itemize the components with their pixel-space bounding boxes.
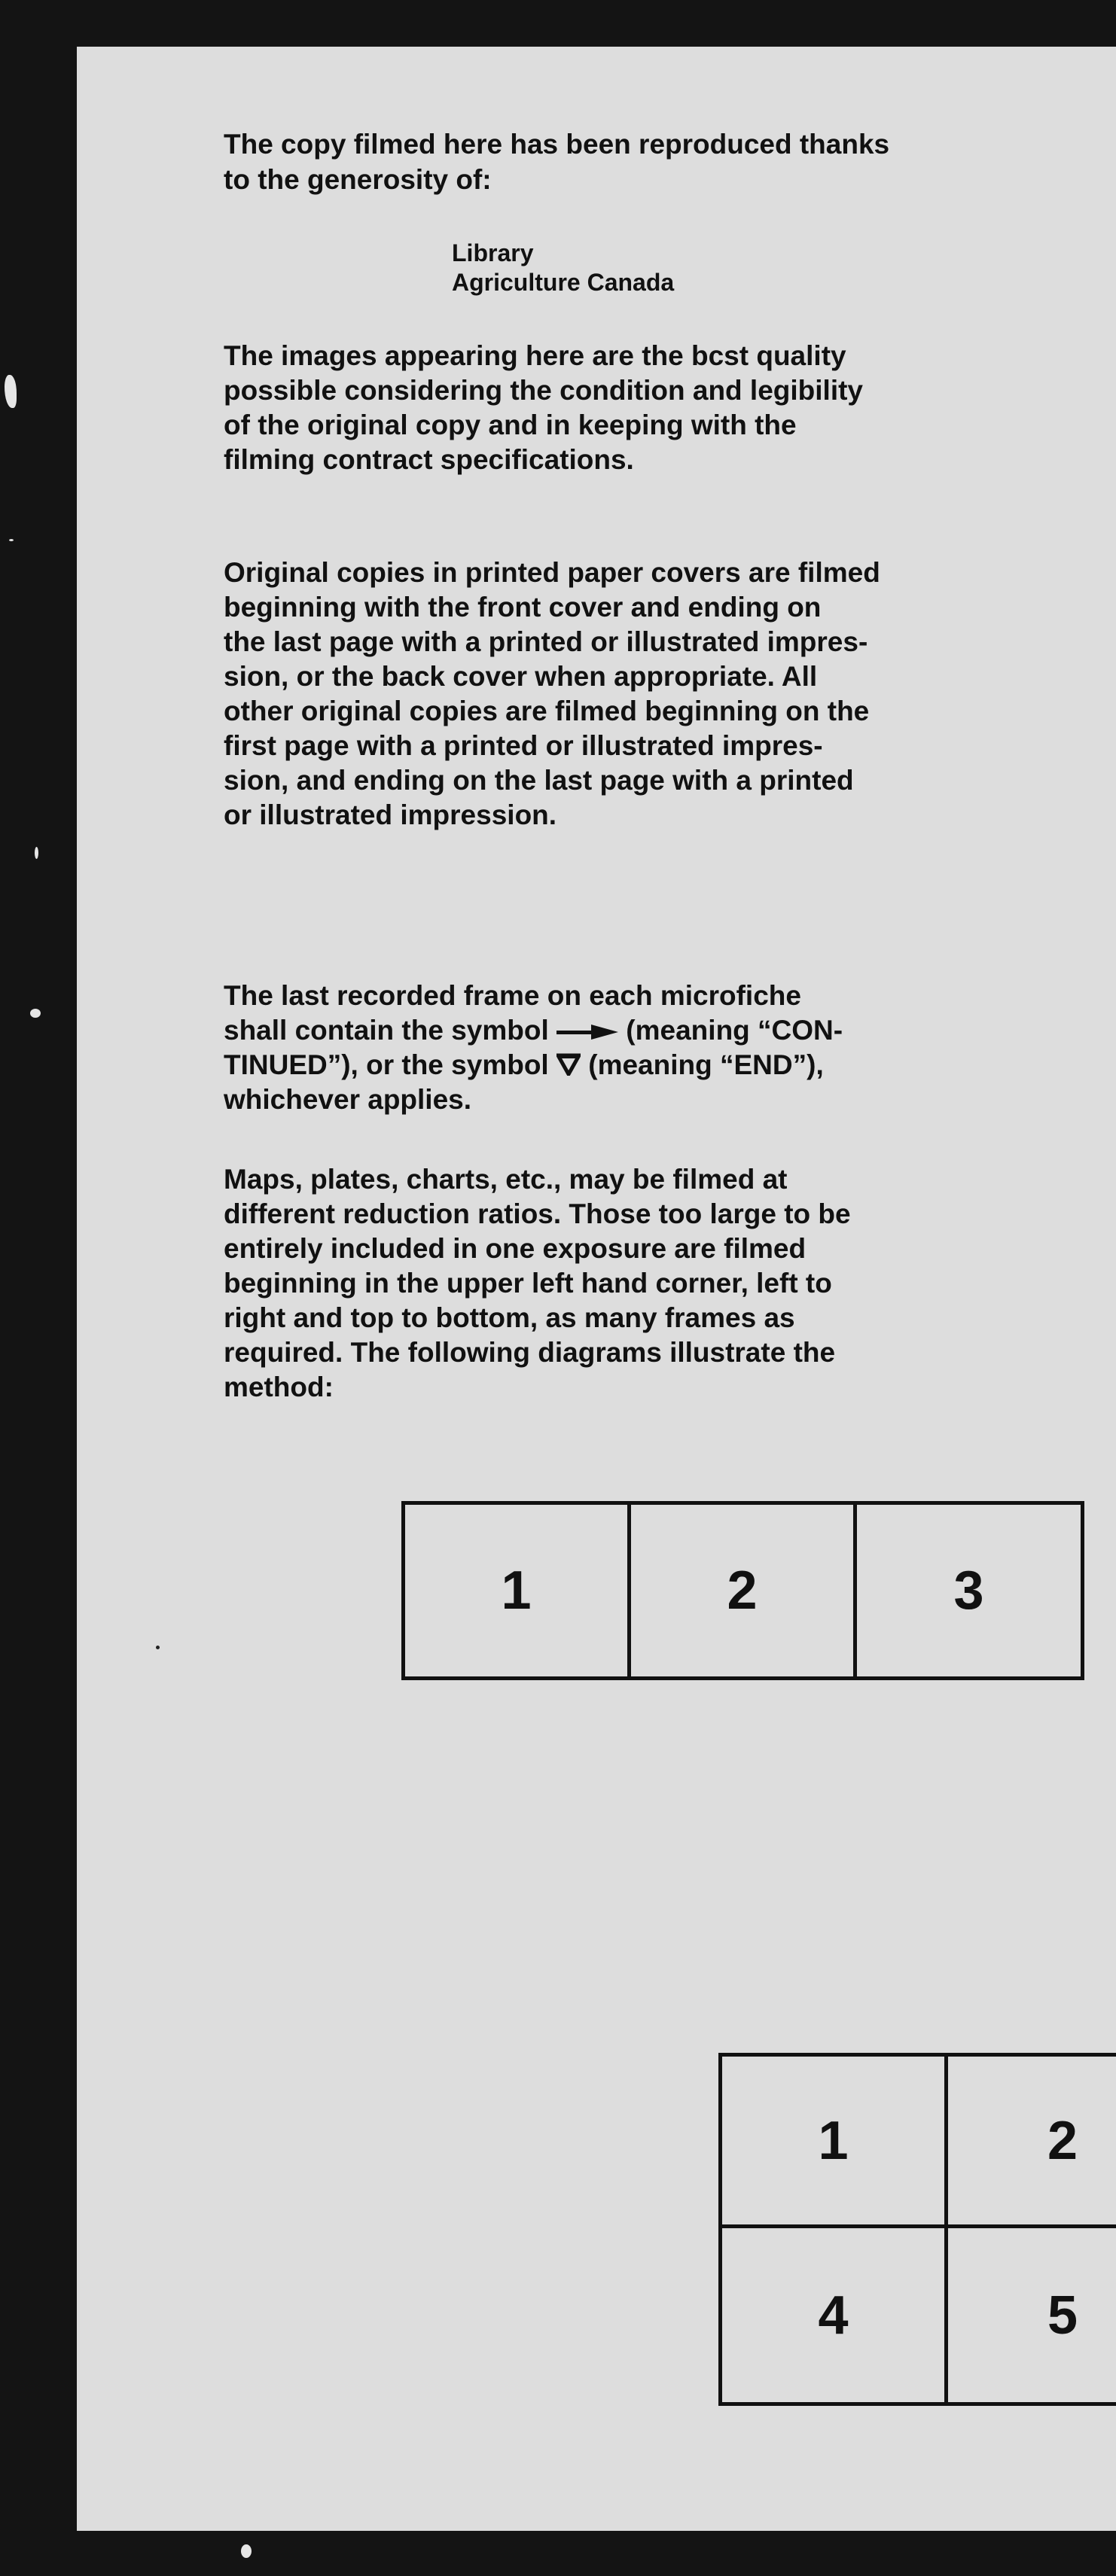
quality-line: filming contract specifications.	[224, 444, 634, 475]
maps-line: Maps, plates, charts, etc., may be filmed at	[224, 1164, 788, 1195]
diagram-grid-cell: 2	[944, 2053, 1116, 2228]
edge-speck	[35, 847, 38, 859]
maps-line: method:	[224, 1372, 334, 1402]
symbol-line	[224, 1013, 843, 1049]
paper-speck	[156, 1646, 160, 1649]
covers-line: or illustrated impression.	[224, 799, 557, 830]
covers-line: sion, or the back cover when appropriate. All	[224, 661, 818, 692]
diagram-grid-cell: 5	[944, 2224, 1116, 2406]
symbol-text: (meaning “END”),	[580, 1049, 824, 1080]
symbol-line: whichever applies.	[224, 1084, 472, 1115]
edge-speck	[241, 2544, 252, 2558]
symbol-text: (meaning “CON-	[618, 1015, 843, 1046]
end-triangle-icon	[556, 1049, 581, 1084]
symbol-text: TINUED”), or the symbol	[224, 1049, 556, 1080]
symbol-line: The last recorded frame on each microfiche	[224, 980, 801, 1011]
edge-speck	[5, 375, 17, 408]
diagram-row-cell: 1	[401, 1501, 631, 1680]
covers-line: sion, and ending on the last page with a printed	[224, 765, 854, 796]
diagram-row-cell: 3	[853, 1501, 1084, 1680]
edge-speck	[30, 1009, 41, 1018]
quality-line: of the original copy and in keeping with the	[224, 410, 797, 440]
quality-line: possible considering the condition and legibility	[224, 375, 864, 406]
symbol-text: shall contain the symbol	[224, 1015, 557, 1046]
covers-line: Original copies in printed paper covers are filmed	[224, 557, 880, 588]
covers-line: beginning with the front cover and ending on	[224, 592, 822, 623]
edge-speck	[9, 539, 14, 541]
maps-line: entirely included in one exposure are filmed	[224, 1233, 807, 1264]
library-line: Library	[452, 239, 534, 266]
maps-line: required. The following diagrams illustrate the	[224, 1337, 836, 1368]
continued-arrow-icon	[556, 1015, 618, 1049]
intro-line: The copy filmed here has been reproduced thanks	[224, 129, 890, 160]
symbol-line	[224, 1048, 824, 1084]
maps-line: beginning in the upper left hand corner, left to	[224, 1268, 832, 1299]
library-line: Agriculture Canada	[452, 269, 675, 296]
diagram-row-cell: 2	[627, 1501, 857, 1680]
maps-line: different reduction ratios. Those too large to be	[224, 1198, 851, 1229]
quality-line: The images appearing here are the bcst quality	[224, 340, 846, 371]
intro-line: to the generosity of:	[224, 164, 492, 195]
diagram-grid-cell: 4	[718, 2224, 948, 2406]
diagram-grid-cell: 1	[718, 2053, 948, 2228]
covers-line: first page with a printed or illustrated impres-	[224, 730, 823, 761]
maps-line: right and top to bottom, as many frames as	[224, 1302, 795, 1333]
covers-line: other original copies are filmed beginning on the	[224, 696, 870, 726]
covers-line: the last page with a printed or illustrated impres-	[224, 626, 868, 657]
